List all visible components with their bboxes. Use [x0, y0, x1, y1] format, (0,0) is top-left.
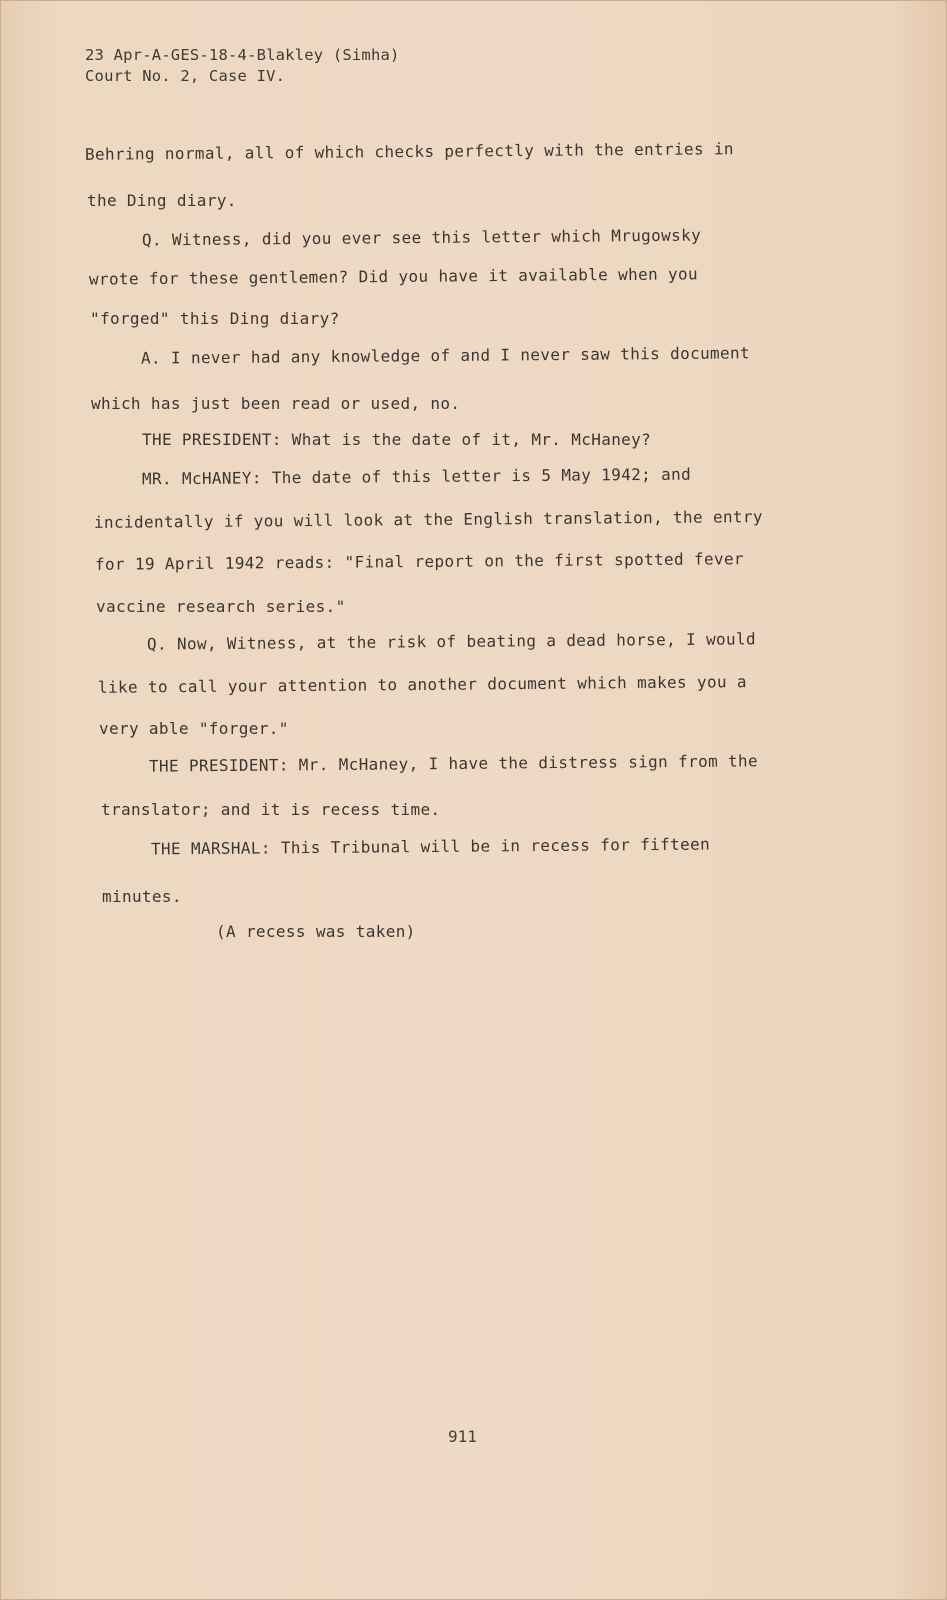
- transcript-line: the Ding diary.: [87, 191, 237, 210]
- transcript-line: vaccine research series.": [96, 597, 346, 616]
- transcript-line: Behring normal, all of which checks perfectly with the entries in: [84, 139, 734, 164]
- transcript-line: which has just been read or used, no.: [91, 394, 461, 413]
- transcript-line: like to call your attention to another document which makes you a: [97, 672, 747, 697]
- transcript-line: Q. Witness, did you ever see this letter which Mrugowsky: [141, 225, 702, 250]
- transcript-line: A. I never had any knowledge of and I never saw this document: [140, 343, 751, 368]
- transcript-line: translator; and it is recess time.: [101, 800, 441, 819]
- transcript-line: Q. Now, Witness, at the risk of beating a dead horse, I would: [146, 629, 757, 654]
- transcript-line: wrote for these gentlemen? Did you have it available when you: [88, 264, 699, 289]
- header-court-number: Court No. 2, Case IV.: [85, 67, 286, 85]
- transcript-line: THE MARSHAL: This Tribunal will be in recess for fifteen: [150, 834, 711, 859]
- transcript-line: incidentally if you will look at the English translation, the entry: [93, 507, 763, 532]
- transcript-line: "forged" this Ding diary?: [90, 309, 340, 328]
- header-case-reference: 23 Apr-A-GES-18-4-Blakley (Simha): [85, 46, 400, 64]
- transcript-line: minutes.: [102, 887, 182, 906]
- transcript-line: THE PRESIDENT: What is the date of it, Mr. McHaney?: [142, 430, 652, 449]
- transcript-line: MR. McHANEY: The date of this letter is 5 May 1942; and: [141, 464, 692, 489]
- page-number: 911: [448, 1427, 477, 1446]
- recess-note: (A recess was taken): [216, 922, 416, 941]
- transcript-line: for 19 April 1942 reads: "Final report on the first spotted fever: [94, 549, 744, 574]
- page-header: [85, 45, 400, 87]
- transcript-line: very able "forger.": [99, 719, 289, 738]
- transcript-line: THE PRESIDENT: Mr. McHaney, I have the distress sign from the: [148, 751, 759, 776]
